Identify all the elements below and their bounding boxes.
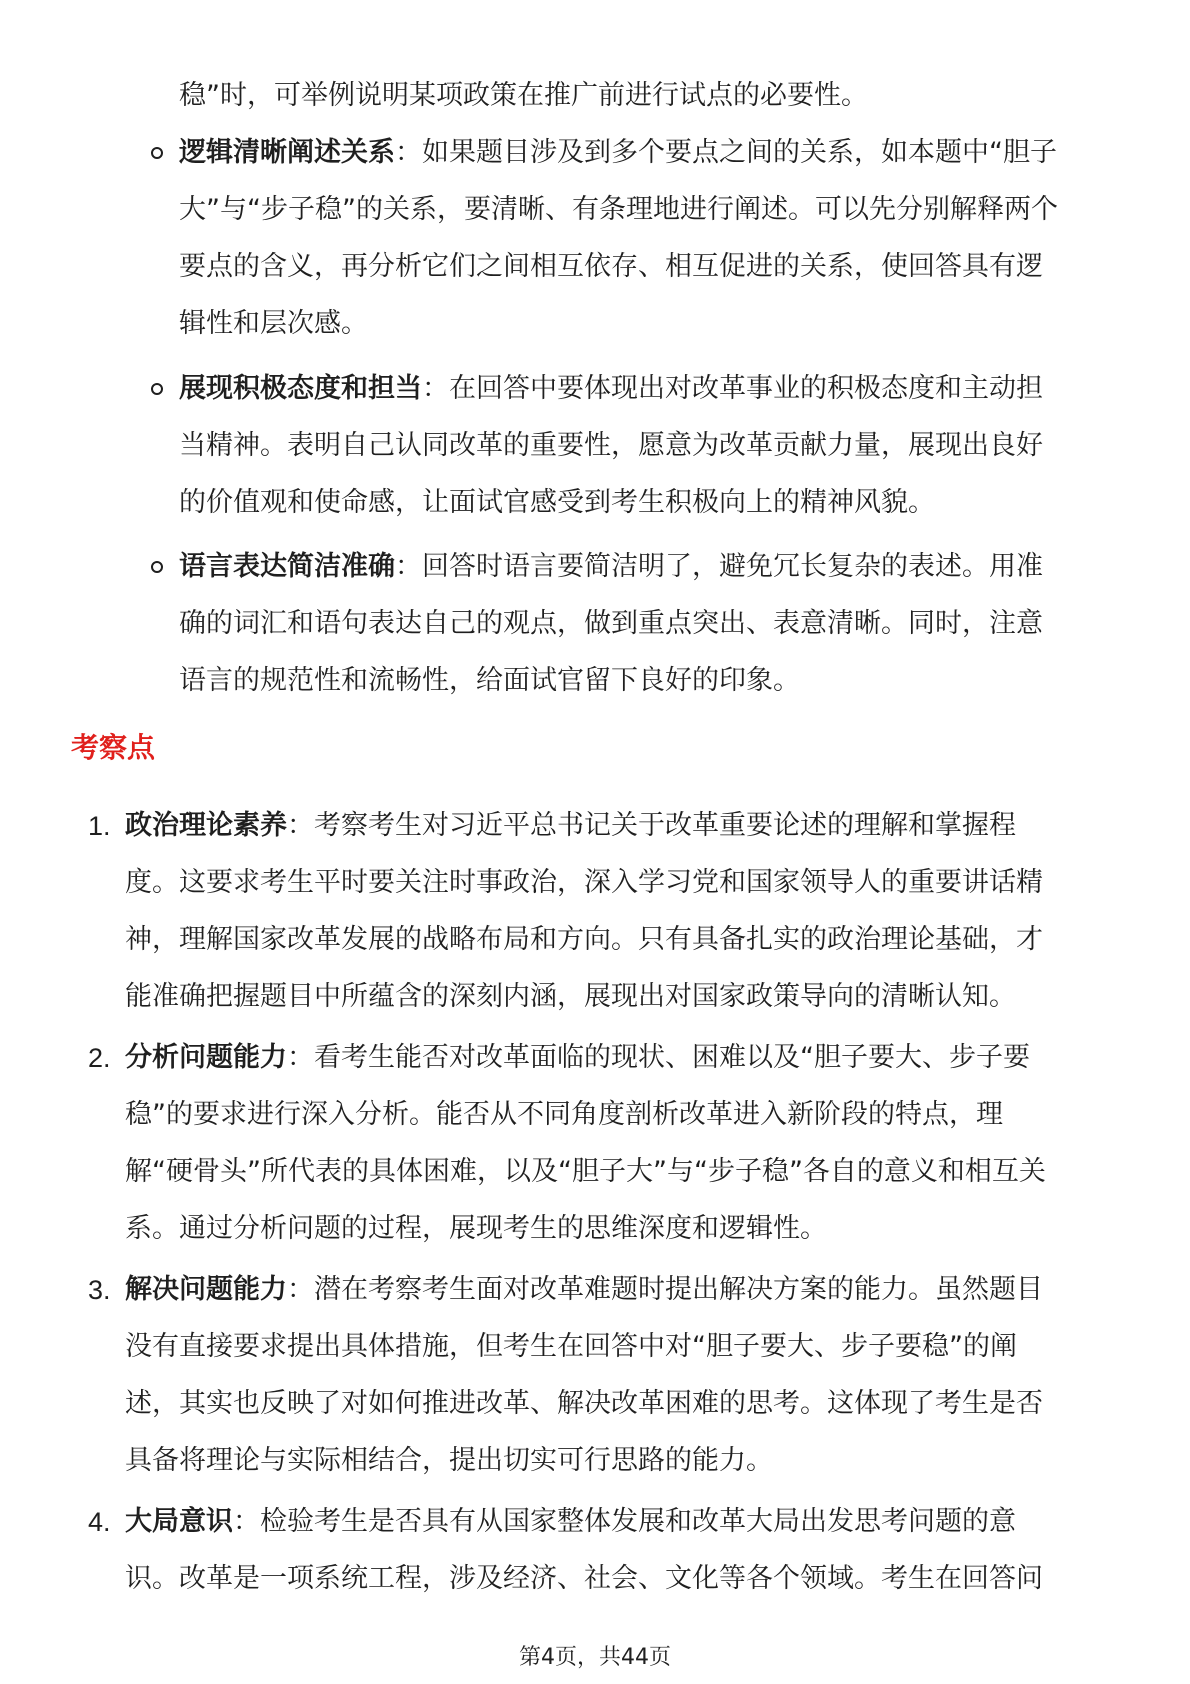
bullet-continuation-line: 稳”时，可举例说明某项政策在推广前进行试点的必要性。 (179, 80, 868, 111)
list-item-political-theory: 政治理论素养：考察考生对习近平总书记关于改革重要论述的理解和掌握程 (125, 810, 1016, 841)
list-line: 度。这要求考生平时要关注时事政治，深入学习党和国家领导人的重要讲话精 (125, 867, 1043, 898)
list-item-solution: 解决问题能力：潜在考察考生面对改革难题时提出解决方案的能力。虽然题目 (125, 1274, 1043, 1305)
circle-bullet-icon (151, 561, 163, 573)
bullet-line: 当精神。表明自己认同改革的重要性，愿意为改革贡献力量，展现出良好 (179, 430, 1043, 461)
section-heading: 考察点 (71, 731, 156, 764)
list-line: 没有直接要求提出具体措施，但考生在回答中对“胆子要大、步子要稳”的阐 (125, 1331, 1017, 1362)
list-number: 4. (88, 1507, 111, 1537)
bullet-item-attitude: 展现积极态度和担当：在回答中要体现出对改革事业的积极态度和主动担 (179, 373, 1043, 404)
circle-bullet-icon (151, 147, 163, 159)
list-number: 3. (88, 1275, 111, 1305)
circle-bullet-icon (151, 383, 163, 395)
list-number: 2. (88, 1043, 111, 1073)
bullet-line: 的价值观和使命感，让面试官感受到考生积极向上的精神风貌。 (179, 487, 935, 518)
bullet-item-language: 语言表达简洁准确：回答时语言要简洁明了，避免冗长复杂的表述。用准 (179, 551, 1043, 582)
list-number: 1. (88, 811, 111, 841)
page-footer: 第4页，共44页 (519, 1645, 671, 1670)
bullet-line: 辑性和层次感。 (179, 308, 368, 339)
list-line: 述，其实也反映了对如何推进改革、解决改革困难的思考。这体现了考生是否 (125, 1388, 1043, 1419)
list-line: 能准确把握题目中所蕴含的深刻内涵，展现出对国家政策导向的清晰认知。 (125, 981, 1016, 1012)
list-line: 识。改革是一项系统工程，涉及经济、社会、文化等各个领域。考生在回答问 (125, 1563, 1043, 1594)
list-line: 具备将理论与实际相结合，提出切实可行思路的能力。 (125, 1445, 773, 1476)
bullet-line: 要点的含义，再分析它们之间相互依存、相互促进的关系，使回答具有逻 (179, 251, 1043, 282)
bullet-line: 确的词汇和语句表达自己的观点，做到重点突出、表意清晰。同时，注意 (179, 608, 1043, 639)
bullet-line: 语言的规范性和流畅性，给面试官留下良好的印象。 (179, 665, 800, 696)
bullet-item-logic: 逻辑清晰阐述关系：如果题目涉及到多个要点之间的关系，如本题中“胆子 (179, 137, 1057, 168)
list-line: 解“硬骨头”所代表的具体困难，以及“胆子大”与“步子稳”各自的意义和相互关 (125, 1156, 1046, 1187)
list-line: 系。通过分析问题的过程，展现考生的思维深度和逻辑性。 (125, 1213, 827, 1244)
list-line: 神，理解国家改革发展的战略布局和方向。只有具备扎实的政治理论基础，才 (125, 924, 1043, 955)
list-line: 稳”的要求进行深入分析。能否从不同角度剖析改革进入新阶段的特点，理 (125, 1099, 1003, 1130)
list-item-big-picture: 大局意识：检验考生是否具有从国家整体发展和改革大局出发思考问题的意 (125, 1506, 1016, 1537)
list-item-analysis: 分析问题能力：看考生能否对改革面临的现状、困难以及“胆子要大、步子要 (125, 1042, 1030, 1073)
bullet-line: 大”与“步子稳”的关系，要清晰、有条理地进行阐述。可以先分别解释两个 (179, 194, 1058, 225)
